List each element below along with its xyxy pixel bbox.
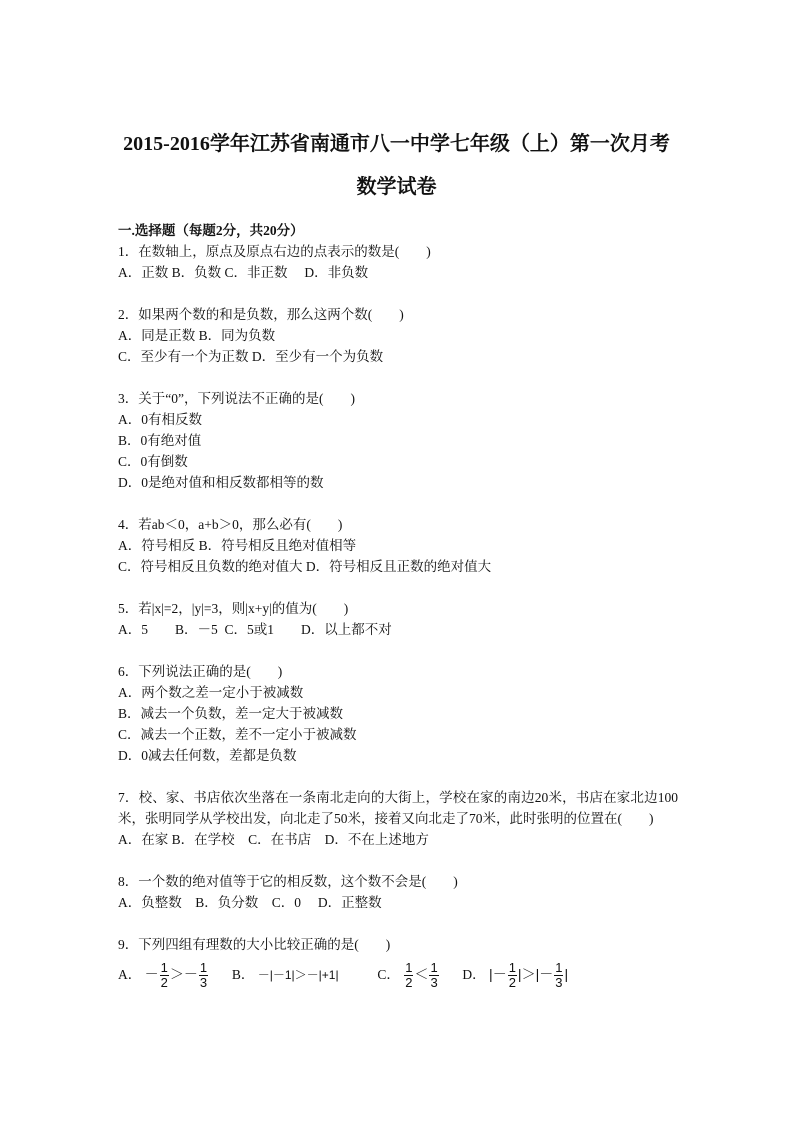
option-line: A．正数 B．负数 C．非正数 D．非负数 xyxy=(118,265,369,280)
option-line: A．符号相反 B．符号相反且绝对值相等 xyxy=(118,538,357,553)
question-9 xyxy=(118,934,678,992)
question-stem: 4．若ab＜0，a+b＞0，那么必有( ) xyxy=(118,517,343,532)
question-2 xyxy=(118,304,678,367)
option-b-label: B． xyxy=(231,967,255,982)
option-line: D．0是绝对值和相反数都相等的数 xyxy=(118,475,324,490)
option-line: B．0有绝对值 xyxy=(118,433,202,448)
option-line: C．符号相反且负数的绝对值大 D．符号相反且正数的绝对值大 xyxy=(118,559,492,574)
exam-title-line1: 2015-2016学年江苏省南通市八一中学七年级（上）第一次月考 xyxy=(123,133,670,155)
option-line: D．0减去任何数，差都是负数 xyxy=(118,748,297,763)
exam-title-line2: 数学试卷 xyxy=(356,176,437,198)
option-line: C．至少有一个为正数 D．至少有一个为负数 xyxy=(118,349,384,364)
option-c-expr: $\frac{1}{2}$ ＜ $\frac{1}{3}$ xyxy=(405,959,438,990)
option-line: C．减去一个正数，差不一定小于被减数 xyxy=(118,727,357,742)
option-a-label: A． xyxy=(118,967,142,982)
option-d-expr: |－ $\frac{1}{2}$ |＞|－ $\frac{1}{3}$ | xyxy=(489,959,569,990)
option-a-expr: － $\frac{1}{2}$ ＞－ $\frac{1}{3}$ xyxy=(144,959,208,990)
question-stem: 7．校、家、书店依次坐落在一条南北走向的大街上，学校在家的南边20米，书店在家北边100米，张明同学从学校出发，向北走了50米，接着又向北走了70米，此时张明的位置在( ) xyxy=(118,790,678,826)
option-d-label: D． xyxy=(462,967,486,982)
question-1 xyxy=(118,241,678,283)
option-line: B．减去一个负数，差一定大于被减数 xyxy=(118,706,344,721)
question-4 xyxy=(118,514,678,577)
exam-content xyxy=(118,220,678,1013)
option-line: A．0有相反数 xyxy=(118,412,202,427)
question-8 xyxy=(118,871,678,913)
section-heading: 一.选择题（每题2分，共20分） xyxy=(118,223,304,238)
question-7 xyxy=(118,787,678,850)
option-line: A．负整数 B．负分数 C．0 D．正整数 xyxy=(118,895,382,910)
question-stem: 2．如果两个数的和是负数，那么这两个数( ) xyxy=(118,307,404,322)
question-6 xyxy=(118,661,678,766)
option-line: C．0有倒数 xyxy=(118,454,188,469)
question-stem: 1．在数轴上，原点及原点右边的点表示的数是( ) xyxy=(118,244,431,259)
question-stem: 8．一个数的绝对值等于它的相反数，这个数不会是( ) xyxy=(118,874,458,889)
option-line: A．在家 B．在学校 C．在书店 D．不在上述地方 xyxy=(118,832,429,847)
question-stem: 9．下列四组有理数的大小比较正确的是( ) xyxy=(118,937,391,952)
question-stem: 3．关于“0”，下列说法不正确的是( ) xyxy=(118,391,355,406)
option-b-expr: －|－1|＞－|+1| xyxy=(257,968,339,982)
question-list xyxy=(118,241,678,913)
option-line: A．同是正数 B．同为负数 xyxy=(118,328,276,343)
option-line: A．两个数之差一定小于被减数 xyxy=(118,685,304,700)
question-3 xyxy=(118,388,678,493)
question-5 xyxy=(118,598,678,640)
option-line: A．5 B．－5 C．5或1 D．以上都不对 xyxy=(118,622,392,637)
question-stem: 6．下列说法正确的是( ) xyxy=(118,664,283,679)
question-stem: 5．若|x|=2，|y|=3，则|x+y|的值为( ) xyxy=(118,601,349,616)
option-c-label: C． xyxy=(377,967,400,982)
question-9-options xyxy=(118,957,678,992)
